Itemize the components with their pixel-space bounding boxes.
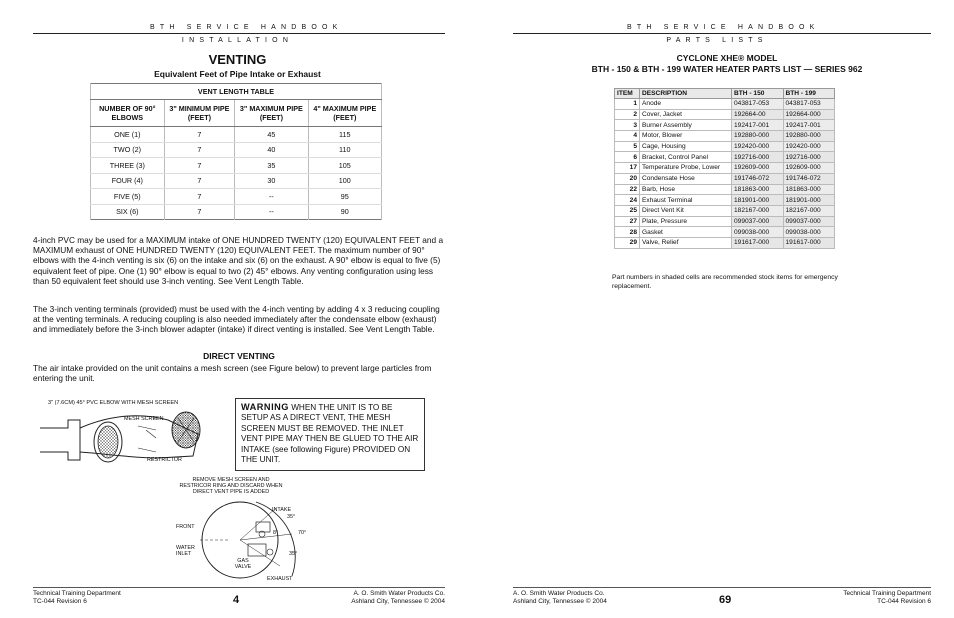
table-cell: SIX (6) [91,204,165,220]
table-cell: 191617-000 [783,237,835,248]
table-cell: 5 [615,141,640,152]
angle-35-top-label: 35° [287,514,296,520]
column-header: BTH - 150 [732,89,784,99]
table-cell: Condensate Hose [640,173,732,184]
table-row [615,99,835,110]
column-header: ITEM [615,89,640,99]
table-cell: 7 [164,158,235,174]
table-cell: 181901-000 [732,195,784,206]
right-page [477,0,954,618]
column-header: BTH - 199 [783,89,835,99]
footer-right: Technical Training Department TC-044 Revision 6 [843,590,931,605]
footer-left: A. O. Smith Water Products Co. Ashland City, Tennessee © 2004 [513,590,607,605]
table-cell: 35 [235,158,308,174]
handbook-header-title: BTH SERVICE HANDBOOK [627,24,820,31]
warning-text: WHEN THE UNIT IS TO BE SETUP AS A DIRECT VENT, THE MESH SCREEN MUST BE REMOVED. THE INLET VENT PIPE MAY THEN BE GLUED TO THE AIR INTAKE (see following Figure) PROVIDED ON THE UNIT. [241,403,419,465]
table-row [615,227,835,238]
table-cell: 29 [615,237,640,248]
gas-valve-label: GAS VALVE [234,558,252,570]
table-cell: THREE (3) [91,158,165,174]
table-cell: 30 [235,173,308,189]
table-cell: Cage, Housing [640,141,732,152]
intake-label: INTAKE [272,507,292,513]
table-caption: VENT LENGTH TABLE [91,84,382,100]
table-cell: -- [235,189,308,205]
table-cell: 192420-000 [732,141,784,152]
column-header: NUMBER OF 90° ELBOWS [91,100,165,127]
reducing-coupling-paragraph: The 3-inch venting terminals (provided) must be used with the 4-inch venting by adding 4 x 3 reducing coupling at the venting terminals. A reducing coupling is also needed immediately after the condensate elbow (exhaust) and immediately before the 3-inch blower adapter (intake) if direct venting is installed. See Vent Length Table. [33,304,440,335]
front-label: FRONT [176,524,195,530]
table-cell: 7 [164,204,235,220]
table-row [615,120,835,131]
table-cell: 043817-053 [732,99,784,110]
table-cell: 45 [235,127,308,143]
warning-word: WARNING [241,402,289,412]
table-cell: 192880-000 [783,131,835,142]
table-cell: Plate, Pressure [640,216,732,227]
table-row [91,189,382,205]
table-cell: 191746-072 [783,173,835,184]
table-cell: 105 [308,158,381,174]
figure-caption: 3" (7.6CM) 45° PVC ELBOW WITH MESH SCREEN [48,400,179,406]
warning-box [235,398,425,471]
angle-70-label: 70° [298,530,307,536]
venting-paragraph: 4-inch PVC may be used for a MAXIMUM intake of ONE HUNDRED TWENTY (120) EQUIVALENT FEET and a MAXIMUM exhaust of ONE HUNDRED TWENTY (120) EQUIVALENT FEET. The maximum number of 90° elbows with the 4-inch venting is six (6) on the intake and six (6) on the exhaust. A 90° elbow is equal to five (5) equivalent feet of pipe. One (1) 90° elbow is equal to two (2) 45° elbows. Any venting configuration using less than 50 equivalent feet should use 3-inch venting. See Vent Length Table. [33,235,444,286]
table-row [615,163,835,174]
angle-35-bottom-label: 35° [289,551,298,557]
table-cell: 115 [308,127,381,143]
table-cell: 6 [615,152,640,163]
table-cell: Exhaust Terminal [640,195,732,206]
table-cell: ONE (1) [91,127,165,143]
table-cell: 7 [164,142,235,158]
footer-rule [513,587,931,588]
table-cell: 100 [308,173,381,189]
column-header: 4" MAXIMUM PIPE (FEET) [308,100,381,127]
top-view-diagram [170,494,320,586]
table-cell: 192609-000 [732,163,784,174]
table-row [615,216,835,227]
table-cell: 182167-000 [732,205,784,216]
vent-length-table [90,83,382,220]
column-header: 3" MAXIMUM PIPE (FEET) [235,100,308,127]
parts-list-table [614,88,835,249]
table-cell: 20 [615,173,640,184]
table-cell: 3 [615,120,640,131]
table-cell: 099037-000 [732,216,784,227]
table-cell: TWO (2) [91,142,165,158]
table-cell: 1 [615,99,640,110]
table-cell: FOUR (4) [91,173,165,189]
page-number: 69 [719,594,732,606]
table-row [91,173,382,189]
table-cell: 191617-000 [732,237,784,248]
water-inlet-label: WATER INLET [176,545,195,557]
remove-mesh-note: REMOVE MESH SCREEN AND RESTRICOR RING AND DISCARD WHEN DIRECT VENT PIPE IS ADDED [179,477,283,495]
column-header: DESCRIPTION [640,89,732,99]
table-cell: 7 [164,127,235,143]
table-cell: Cover, Jacket [640,109,732,120]
table-row [615,195,835,206]
table-row [615,152,835,163]
air-intake-paragraph: The air intake provided on the unit contains a mesh screen (see Figure below) to prevent large particles from entering the unit. [33,363,432,384]
table-cell: Barb, Hose [640,184,732,195]
table-cell: 191746-072 [732,173,784,184]
table-row [91,142,382,158]
table-cell: 90 [308,204,381,220]
table-cell: 40 [235,142,308,158]
table-row [615,184,835,195]
table-cell: 099038-000 [732,227,784,238]
footer-right: A. O. Smith Water Products Co. Ashland City, Tennessee © 2004 [351,590,445,605]
restrictor-label: RESTRICTOR [147,457,182,463]
parts-table-body [615,99,835,249]
handbook-header-title: BTH SERVICE HANDBOOK [150,24,343,31]
table-cell: 192664-00 [732,109,784,120]
header-rule [513,33,931,34]
table-cell: 192417-001 [783,120,835,131]
table-cell: Burner Assembly [640,120,732,131]
shaded-cells-note: Part numbers in shaded cells are recommended stock items for emergency replacement. [612,274,838,290]
table-cell: 17 [615,163,640,174]
table-row [91,158,382,174]
section-heading: DIRECT VENTING [203,351,275,361]
table-cell: Anode [640,99,732,110]
parts-list-title: BTH - 150 & BTH - 199 WATER HEATER PARTS LIST — SERIES 962 [591,64,863,74]
table-row [615,131,835,142]
table-cell: 95 [308,189,381,205]
table-cell: 192664-000 [783,109,835,120]
table-cell: 192880-000 [732,131,784,142]
page-title: VENTING [208,52,267,67]
table-cell: 182167-000 [783,205,835,216]
table-cell: 099038-000 [783,227,835,238]
table-cell: Direct Vent Kit [640,205,732,216]
table-cell: 22 [615,184,640,195]
table-cell: 181863-000 [783,184,835,195]
table-cell: 25 [615,205,640,216]
table-row [615,205,835,216]
table-cell: 181901-000 [783,195,835,206]
table-cell: 7 [164,173,235,189]
table-cell: 192417-001 [732,120,784,131]
table-cell: 2 [615,109,640,120]
table-cell: 28 [615,227,640,238]
section-header: INSTALLATION [181,37,294,44]
table-cell: 192716-000 [732,152,784,163]
table-cell: Temperature Probe, Lower [640,163,732,174]
table-cell: 181863-000 [732,184,784,195]
header-rule [33,33,445,34]
table-cell: 110 [308,142,381,158]
table-cell: 192420-000 [783,141,835,152]
table-row [615,173,835,184]
table-row [615,237,835,248]
angle-8-label: 8° [273,530,279,536]
table-row [91,204,382,220]
table-cell: 4 [615,131,640,142]
table-cell: 043817-053 [783,99,835,110]
table-cell: 24 [615,195,640,206]
table-cell: Motor, Blower [640,131,732,142]
table-cell: -- [235,204,308,220]
page-number: 4 [233,594,240,606]
table-cell: 7 [164,189,235,205]
table-cell: FIVE (5) [91,189,165,205]
table-row [615,109,835,120]
model-title: CYCLONE XHE® MODEL [676,53,778,63]
footer-rule [33,587,445,588]
mesh-screen-label: MESH SCREEN [124,416,164,422]
exhaust-label: EXHAUST [267,576,293,582]
column-header: 3" MINIMUM PIPE (FEET) [164,100,235,127]
table-cell: 27 [615,216,640,227]
table-row [615,141,835,152]
table-cell: 192609-000 [783,163,835,174]
footer-left: Technical Training Department TC-044 Revision 6 [33,590,121,605]
table-cell: 099037-000 [783,216,835,227]
page-subtitle: Equivalent Feet of Pipe Intake or Exhaust [154,69,321,79]
table-cell: 192716-000 [783,152,835,163]
table-row [91,127,382,143]
table-cell: Bracket, Control Panel [640,152,732,163]
section-header: PARTS LISTS [666,37,768,44]
table-cell: Valve, Relief [640,237,732,248]
table-cell: Gasket [640,227,732,238]
